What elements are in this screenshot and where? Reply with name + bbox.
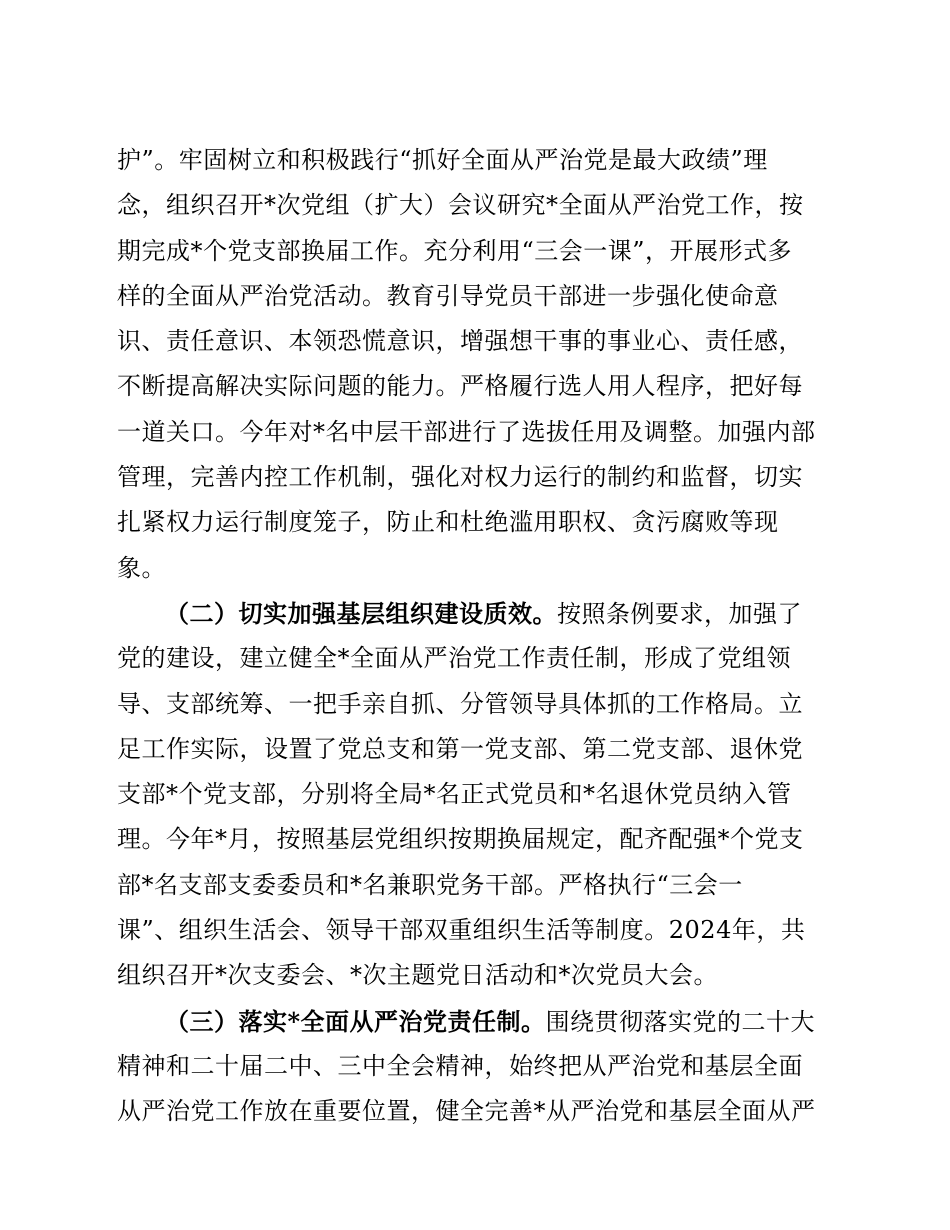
p1-line-10: 象。: [117, 553, 166, 582]
p3-line-1: [117, 999, 837, 1044]
p1-line-5: 识、责任意识、本领恐慌意识，增强想干事的事业心、责任感，: [117, 327, 803, 356]
p2-first-rest: 按照条例要求，加强了: [557, 599, 802, 628]
p1-line-6: 不断提高解决实际问题的能力。严格履行选人用人程序，把好每: [117, 372, 803, 401]
p3-line-3: 从严治党工作放在重要位置，健全完善*从严治党和基层全面从严: [117, 1097, 816, 1126]
p1-line-2: 念，组织召开*次党组（扩大）会议研究*全面从严治党工作，按: [117, 191, 804, 220]
p1-line-1: 护”。牢固树立和积极践行“抓好全面从严治党是最大政绩”理: [117, 146, 768, 174]
p2-line-8: 课”、组织生活会、领导干部双重组织生活等制度。2024年，共: [117, 916, 806, 945]
p1-line-3: 期完成*个党支部换届工作。充分利用“三会一课”，开展形式多: [117, 236, 793, 265]
p2-line-6: 理。今年*月，按照基层党组织按期换届规定，配齐配强*个党支: [117, 825, 804, 854]
p2-line-3: 导、支部统筹、一把手亲自抓、分管领导具体抓的工作格局。立: [117, 689, 803, 718]
p2-heading: （二）切实加强基层组织建设质效。: [165, 598, 557, 628]
p2-line-9: 组织召开*次支委会、*次主题党日活动和*次党员大会。: [117, 961, 718, 990]
p1-line-8: 管理，完善内控工作机制，强化对权力运行的制约和监督，切实: [117, 463, 803, 492]
p2-line-5: 支部*个党支部，分别将全局*名正式党员和*名退休党员纳入管: [117, 780, 792, 809]
p2-line-4: 足工作实际，设置了党总支和第一党支部、第二党支部、退休党: [117, 734, 803, 763]
p3-line-2: 精神和二十届二中、三中全会精神，始终把从严治党和基层全面: [117, 1051, 803, 1080]
p1-line-9: 扎紧权力运行制度笼子，防止和杜绝滥用职权、贪污腐败等现: [117, 508, 779, 537]
p2-line-2: 党的建设，建立健全*全面从严治党工作责任制，形成了党组领: [117, 644, 791, 673]
document-body: [117, 138, 837, 1135]
p1-line-7: 一道关口。今年对*名中层干部进行了选拔任用及调整。加强内部: [117, 417, 816, 446]
p3-heading: （三）落实*全面从严治党责任制。: [165, 1006, 546, 1036]
p1-line-4: 样的全面从严治党活动。教育引导党员干部进一步强化使命意: [117, 281, 779, 310]
p3-first-rest: 围绕贯彻落实党的二十大: [545, 1007, 816, 1036]
p2-line-1: [117, 591, 837, 636]
p2-line-7: 部*名支部支委委员和*名兼职党务干部。严格执行“三会一: [117, 870, 743, 899]
